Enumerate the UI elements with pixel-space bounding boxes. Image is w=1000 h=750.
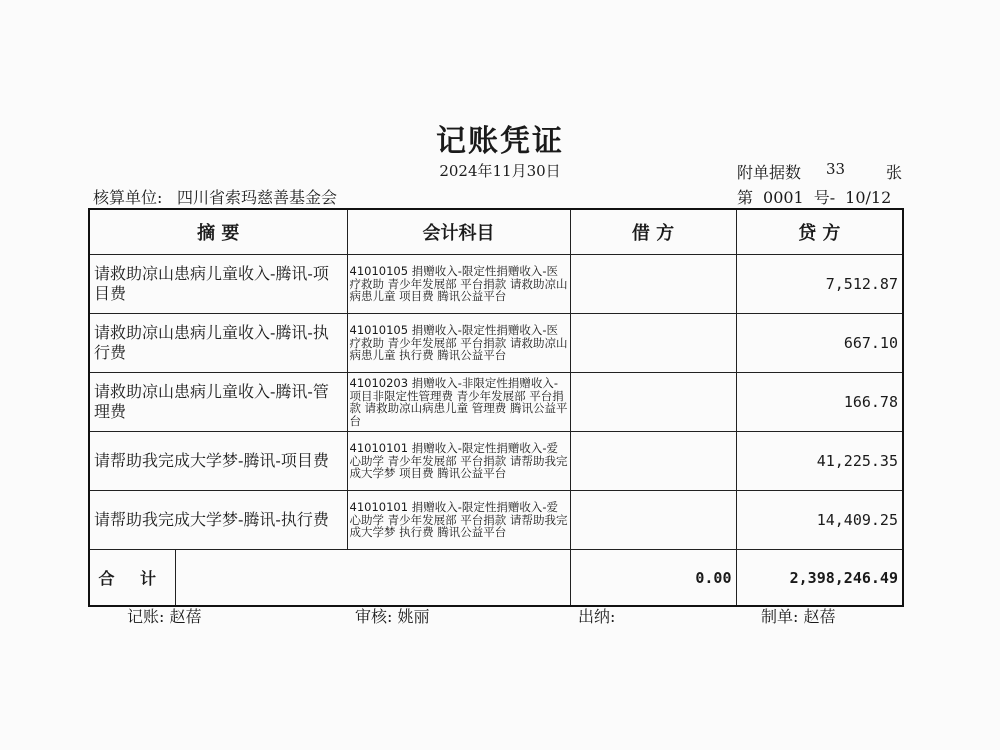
- table-row: [89, 373, 903, 432]
- row-account: 41010203 捐赠收入-非限定性捐赠收入-项目非限定性管理费 青少年发展部 平台捐款 请救助凉山病患儿童 管理费 腾讯公益平台: [347, 373, 570, 432]
- row-account: 41010101 捐赠收入-限定性捐赠收入-爱心助学 青少年发展部 平台捐款 请帮助我完成大学梦 执行费 腾讯公益平台: [347, 491, 570, 550]
- row-credit: 667.10: [736, 314, 903, 373]
- table-header-row: [89, 209, 903, 255]
- voucher-page: 10/12: [845, 188, 892, 207]
- row-account: 41010105 捐赠收入-限定性捐赠收入-医疗救助 青少年发展部 平台捐款 请救助凉山病患儿童 执行费 腾讯公益平台: [347, 314, 570, 373]
- reviewer: 审核: 姚丽: [355, 607, 430, 626]
- voucher-number-prefix: 第: [737, 188, 754, 207]
- header-account: 会计科目: [347, 209, 570, 255]
- row-account: 41010101 捐赠收入-限定性捐赠收入-爱心助学 青少年发展部 平台捐款 请帮助我完成大学梦 项目费 腾讯公益平台: [347, 432, 570, 491]
- voucher-table: [88, 208, 904, 607]
- total-row: [89, 550, 903, 607]
- row-summary: 请帮助我完成大学梦-腾讯-项目费: [89, 432, 347, 491]
- voucher-number-value: 0001: [763, 188, 804, 207]
- bookkeeper: 记账: 赵蓓: [127, 607, 202, 626]
- total-label: 合 计: [89, 550, 175, 607]
- row-summary: 请救助凉山患病儿童收入-腾讯-执行费: [89, 314, 347, 373]
- row-credit: 14,409.25: [736, 491, 903, 550]
- table-row: [89, 255, 903, 314]
- total-empty-cell: [175, 550, 570, 607]
- preparer: 制单: 赵蓓: [761, 607, 836, 626]
- attachments-label: 附单据数: [737, 163, 802, 182]
- attachments-count: 33: [826, 160, 846, 178]
- row-debit: [570, 314, 736, 373]
- header-summary: 摘 要: [89, 209, 347, 255]
- header-debit: 借 方: [570, 209, 736, 255]
- cashier: 出纳:: [578, 607, 616, 626]
- attachments-unit: 张: [886, 163, 903, 182]
- row-credit: 41,225.35: [736, 432, 903, 491]
- row-account: 41010105 捐赠收入-限定性捐赠收入-医疗救助 青少年发展部 平台捐款 请救助凉山病患儿童 项目费 腾讯公益平台: [347, 255, 570, 314]
- row-summary: 请救助凉山患病儿童收入-腾讯-管理费: [89, 373, 347, 432]
- voucher-title: 记账凭证: [436, 124, 564, 159]
- row-credit: 7,512.87: [736, 255, 903, 314]
- row-debit: [570, 491, 736, 550]
- accounting-unit-name: 四川省索玛慈善基金会: [177, 188, 338, 207]
- row-credit: 166.78: [736, 373, 903, 432]
- table-row: [89, 314, 903, 373]
- total-debit: 0.00: [570, 550, 736, 607]
- table-row: [89, 432, 903, 491]
- header-credit: 贷 方: [736, 209, 903, 255]
- row-debit: [570, 373, 736, 432]
- total-credit: 2,398,246.49: [736, 550, 903, 607]
- row-summary: 请救助凉山患病儿童收入-腾讯-项目费: [89, 255, 347, 314]
- voucher-date: 2024年11月30日: [439, 162, 561, 180]
- row-debit: [570, 432, 736, 491]
- voucher-number: [737, 185, 891, 208]
- table-row: [89, 491, 903, 550]
- row-debit: [570, 255, 736, 314]
- accounting-unit-label: 核算单位:: [93, 188, 163, 207]
- row-summary: 请帮助我完成大学梦-腾讯-执行费: [89, 491, 347, 550]
- voucher-number-suffix: 号-: [813, 188, 836, 207]
